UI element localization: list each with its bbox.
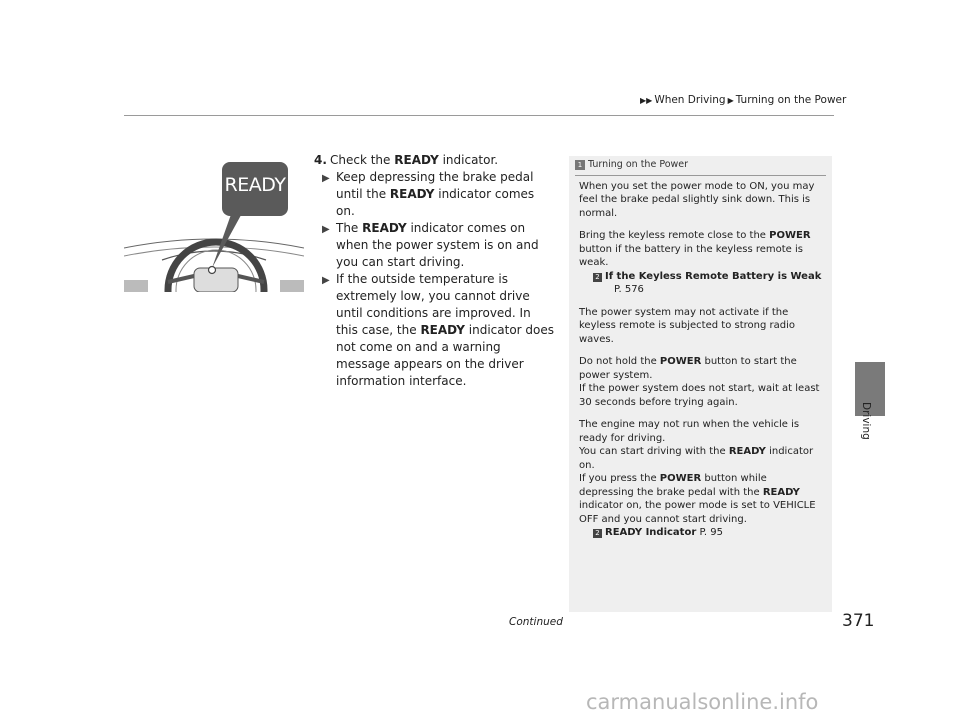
sidebar-paragraph: The engine may not run when the vehicle is ready for driving. You can start driving with the READY indicator on. If you press the POWER button while depressing the brake pedal with the READY indicator on, the power mode is set to VEHICLE OFF and you cannot start driving. 2 READY Indicator P. 95 <box>579 418 822 540</box>
breadcrumb-arrow-icon: ▶▶ <box>640 95 653 105</box>
cross-reference-link[interactable]: 2 If the Keyless Remote Battery is Weak P. 576 <box>579 270 822 297</box>
bullet-item <box>314 220 554 271</box>
cross-reference-link[interactable]: 2 READY Indicator P. 95 <box>579 526 822 540</box>
sidebar-title: Turning on the Power <box>588 159 689 170</box>
breadcrumb-arrow-icon: ▶ <box>727 95 734 105</box>
ready-callout-text: READY <box>224 174 286 196</box>
sidebar-paragraph: Bring the keyless remote close to the POWER button if the battery in the keyless remote is weak. 2 If the Keyless Remote Battery is Weak P. 576 <box>579 230 822 295</box>
note-marker-icon: 1 <box>575 160 585 170</box>
page-number: 371 <box>842 611 875 631</box>
cross-reference-page: P. 576 <box>614 284 644 295</box>
bullet-arrow-icon: ▶ <box>322 173 330 184</box>
sidebar-header <box>569 156 832 172</box>
sidebar-paragraph: When you set the power mode to ON, you may feel the brake pedal slightly sink down. This is normal. <box>579 180 815 219</box>
dashboard-illustration <box>124 156 304 292</box>
breadcrumb-item-when-driving[interactable]: When Driving <box>654 94 726 106</box>
bullet-text: The READY indicator comes on when the power system is on and you can start driving. <box>336 221 539 269</box>
step-4 <box>314 152 554 169</box>
chapter-tab-label: Driving <box>860 402 872 440</box>
bullet-arrow-icon: ▶ <box>322 275 330 286</box>
sidebar-paragraph: Do not hold the POWER button to start the power system. If the power system does not start, wait at least 30 seconds before trying again. <box>579 356 820 408</box>
bullet-text: If the outside temperature is extremely low, you cannot drive until conditions are improved. In this case, the READY indicator does not come on and a warning message appears on the driver information interface. <box>336 272 554 388</box>
bullet-text: Keep depressing the brake pedal until the READY indicator comes on. <box>336 170 535 218</box>
cross-reference-icon: 2 <box>593 273 602 282</box>
step-number: 4. <box>314 153 327 167</box>
breadcrumb <box>640 94 846 106</box>
bullet-arrow-icon: ▶ <box>322 224 330 235</box>
notes-sidebar <box>569 156 832 612</box>
breadcrumb-item-turning-on-power[interactable]: Turning on the Power <box>735 94 847 106</box>
cross-reference-icon: 2 <box>593 529 602 538</box>
watermark: carmanualsonline.info <box>586 690 819 714</box>
main-instructions <box>314 152 554 390</box>
bullet-item <box>314 169 554 220</box>
header-divider <box>124 115 834 116</box>
bullet-item <box>314 271 554 390</box>
sidebar-paragraph: The power system may not activate if the keyless remote is subjected to strong radio waves. <box>579 306 795 345</box>
continued-label: Continued <box>509 616 563 628</box>
step-text: Check the READY indicator. <box>330 153 499 167</box>
